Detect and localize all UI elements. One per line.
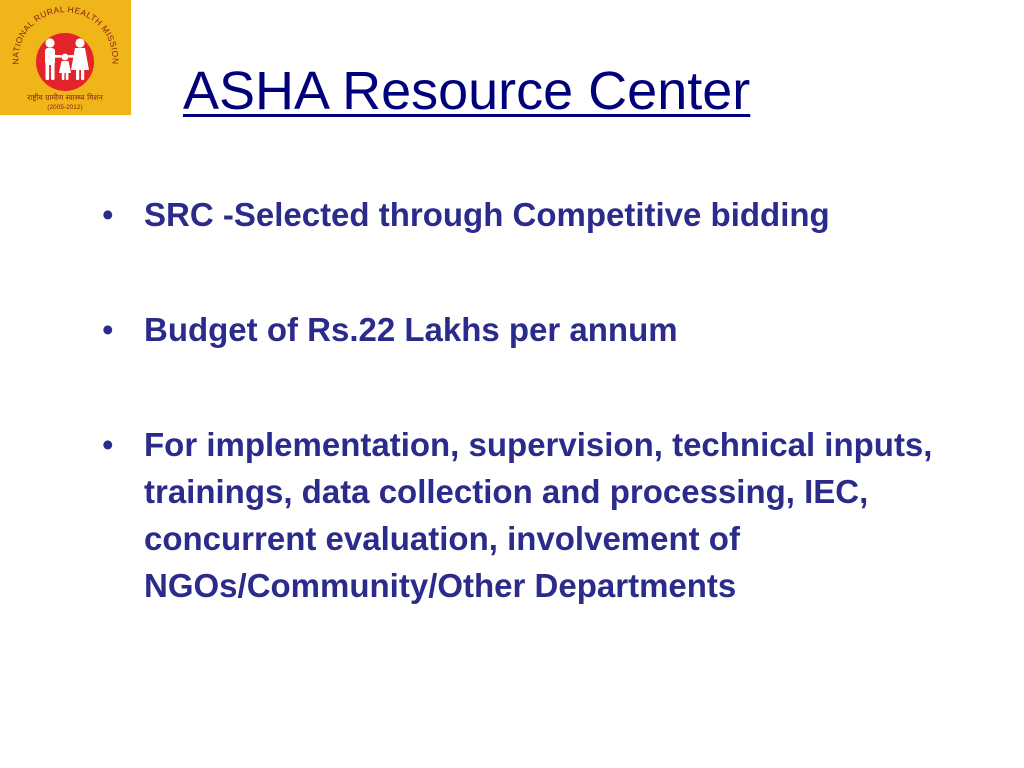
bullet-marker: • bbox=[102, 196, 114, 233]
bullet-text: SRC -Selected through Competitive bidding bbox=[144, 196, 830, 233]
bullet-item-src bbox=[100, 191, 980, 238]
bullet-text: Budget of Rs.22 Lakhs per annum bbox=[144, 311, 678, 348]
bullet-marker: • bbox=[102, 311, 114, 348]
bullet-item-purpose bbox=[100, 421, 980, 609]
logo-arc-text: NATIONAL RURAL HEALTH MISSION bbox=[10, 4, 121, 65]
nrhm-logo bbox=[0, 0, 131, 115]
family-logo-icon bbox=[0, 0, 131, 115]
slide-title: ASHA Resource Center bbox=[183, 61, 751, 121]
bullet-item-budget bbox=[100, 306, 980, 353]
logo-years-text: (2005-2012) bbox=[47, 104, 83, 111]
bullet-marker: • bbox=[102, 426, 114, 463]
bullet-list bbox=[100, 191, 980, 609]
bullet-text: For implementation, supervision, technical inputs, trainings, data collection and processing, IEC, concurrent evaluation, involvement of NGOs/Community/Other Departments bbox=[144, 426, 933, 604]
logo-hindi-text: राष्ट्रीय ग्रामीण स्वास्थ्य मिशन bbox=[27, 93, 103, 102]
